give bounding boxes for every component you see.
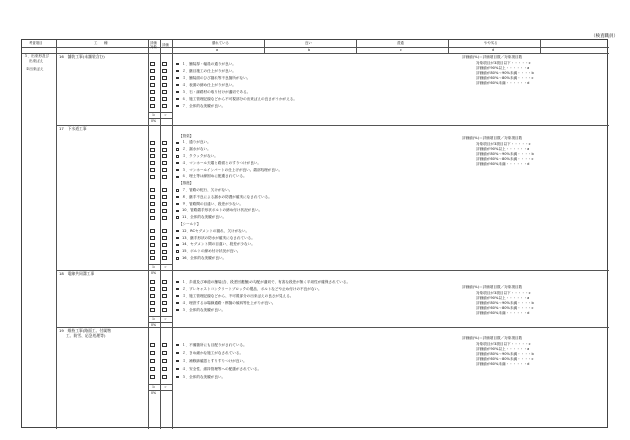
- hyoka-checkbox[interactable]: [162, 141, 167, 145]
- evaluation-item: ３．クラックがない。: [182, 153, 218, 158]
- summary-percent: 0%: [151, 322, 157, 327]
- item-checkbox[interactable]: [176, 244, 179, 247]
- hyoka-checkbox[interactable]: [162, 229, 167, 233]
- section-number: 19: [59, 328, 64, 333]
- evaluation-item: ５．全体的な美観が良い。: [182, 307, 226, 312]
- taisho-checkbox[interactable]: [150, 308, 155, 312]
- col-line: [148, 40, 149, 429]
- section-divider: [56, 125, 609, 126]
- taisho-checkbox[interactable]: [150, 301, 155, 305]
- item-checkbox[interactable]: [176, 309, 179, 312]
- col-line: [160, 40, 161, 429]
- hyoka-checkbox[interactable]: [162, 216, 167, 220]
- taisho-checkbox[interactable]: [150, 83, 155, 87]
- score-formula: 評価値(%)＝評価項目数／対象項目数: [462, 136, 523, 140]
- score-rule: 評価値が60%～80%未満・・・・c: [476, 306, 534, 311]
- inspector-label: （検査職員）: [591, 34, 618, 39]
- level-a-mark: a: [216, 47, 219, 52]
- item-checkbox[interactable]: [176, 105, 179, 108]
- item-checkbox[interactable]: [176, 210, 179, 213]
- score-rule: 評価値が80%～90%未満・・・・b: [476, 151, 534, 156]
- hyoka-checkbox[interactable]: [162, 175, 167, 179]
- item-checkbox[interactable]: [176, 295, 179, 298]
- hyoka-checkbox[interactable]: [162, 308, 167, 312]
- evaluation-item: ２．漏水がない。: [182, 147, 211, 152]
- section-number: 18: [59, 271, 64, 276]
- evaluation-item: 11．全体的な美観が良い。: [182, 215, 227, 220]
- col-line: [356, 40, 357, 53]
- group-heading: 【管渠】: [179, 133, 194, 138]
- item-checkbox[interactable]: [176, 360, 179, 363]
- col-hyoka: 評価: [162, 43, 169, 47]
- taisho-checkbox[interactable]: [150, 367, 155, 371]
- taisho-checkbox[interactable]: [150, 175, 155, 179]
- section-title: [59, 55, 105, 59]
- score-rule: 評価値が60%未満・・・・・・d: [476, 362, 530, 367]
- evaluation-item: ３．舗装面のひび割れ等不良箇所がない。: [182, 75, 251, 80]
- evaluation-item: ２．プレキャストコンクリートブロックの製品、ボルトなどや止め付けの不良がない。: [182, 286, 322, 291]
- col-koumoku: 考査項目: [29, 41, 43, 45]
- col-shubetsu: 工 種: [94, 41, 108, 45]
- item-checkbox[interactable]: [176, 91, 179, 94]
- item-checkbox[interactable]: [176, 302, 179, 305]
- hyoka-checkbox[interactable]: [162, 97, 167, 101]
- evaluation-item: ４．マンホール天端と路面とのすりつけが良い。: [182, 160, 261, 165]
- col-line: [56, 40, 57, 429]
- score-formula: 評価値(%)＝評価項目数／対象項目数: [462, 336, 523, 340]
- item-checkbox[interactable]: [176, 162, 179, 165]
- item-checkbox[interactable]: [176, 148, 179, 151]
- hyoka-checkbox[interactable]: [162, 250, 167, 254]
- summary-c: ｃ: [164, 384, 168, 389]
- section-divider: [56, 327, 609, 328]
- level-b-label: 良い: [305, 41, 312, 45]
- header-divider: [22, 47, 609, 48]
- hyoka-checkbox[interactable]: [162, 301, 167, 305]
- evaluation-item: 15．ボルトの締め付け状況が良い。: [182, 249, 241, 254]
- left-item: ②出来ばえ: [26, 67, 44, 71]
- taisho-checkbox[interactable]: [150, 69, 155, 73]
- level-c-mark: c: [400, 47, 402, 52]
- taisho-checkbox[interactable]: [150, 188, 155, 192]
- taisho-checkbox[interactable]: [150, 97, 155, 101]
- hyoka-checkbox[interactable]: [162, 287, 167, 291]
- item-checkbox[interactable]: [176, 237, 179, 240]
- item-checkbox[interactable]: [176, 216, 179, 219]
- col-line: [172, 40, 173, 429]
- taisho-checkbox[interactable]: [150, 141, 155, 145]
- evaluation-item: ６．施工管理記録などから不可視部分の出来ばえの良さがうかがえる。: [182, 96, 297, 101]
- hyoka-checkbox[interactable]: [162, 294, 167, 298]
- taisho-checkbox[interactable]: [150, 294, 155, 298]
- score-rule: 評価値が80%～90%未満・・・・b: [476, 300, 534, 305]
- taisho-checkbox[interactable]: [150, 209, 155, 213]
- hyoka-checkbox[interactable]: [162, 188, 167, 192]
- item-checkbox[interactable]: [176, 344, 179, 347]
- score-rule: 評価値が80%～90%未満・・・・b: [476, 351, 534, 356]
- item-checkbox[interactable]: [176, 176, 179, 179]
- evaluation-item: ３．施工管理記録などから、不可視部分の出来ばえの良さが見える。: [182, 293, 294, 298]
- hyoka-checkbox[interactable]: [162, 375, 167, 379]
- score-rule: 評価値が90%以上・・・・・・a: [476, 295, 530, 300]
- summary-percent: 0%: [151, 118, 157, 123]
- section-title-line2: 工、防雪、応急処理等): [66, 333, 106, 338]
- item-checkbox[interactable]: [176, 196, 179, 199]
- taisho-checkbox[interactable]: [150, 280, 155, 284]
- evaluation-item: 14．セグメント間の目違い、段差が少ない。: [182, 242, 255, 247]
- taisho-checkbox[interactable]: [150, 202, 155, 206]
- section-name: 下水道工事: [67, 126, 87, 131]
- hyoka-checkbox[interactable]: [162, 351, 167, 355]
- score-rule: 評価値が90%以上・・・・・・a: [476, 346, 530, 351]
- summary-c: ｃ: [164, 316, 168, 321]
- item-checkbox[interactable]: [176, 77, 179, 80]
- left-item: ５．出来形及び: [24, 54, 50, 58]
- col-line: [264, 40, 265, 53]
- col-line: [540, 40, 541, 53]
- taisho-checkbox[interactable]: [150, 250, 155, 254]
- summary-b: ｂ: [152, 384, 156, 389]
- summary-b: ｂ: [152, 264, 156, 269]
- hyoka-checkbox[interactable]: [162, 343, 167, 347]
- score-rule: 対象項目が3項目以下・・・・・c: [476, 60, 531, 65]
- hyoka-checkbox[interactable]: [162, 243, 167, 247]
- taisho-checkbox[interactable]: [150, 216, 155, 220]
- taisho-checkbox[interactable]: [150, 256, 155, 260]
- taisho-checkbox[interactable]: [150, 287, 155, 291]
- score-rule: 評価値が90%以上・・・・・・a: [476, 146, 530, 151]
- evaluation-item: ３．補修跡確認とすりすりつけが良い。: [182, 358, 247, 363]
- score-rule: 評価値が80%～90%未満・・・・b: [476, 70, 534, 75]
- item-checkbox[interactable]: [176, 98, 179, 101]
- evaluation-item: ４．埋設するは場線通路・桝箇の傾斜等仕上がりが良い。: [182, 300, 276, 305]
- level-a-label: 優れている: [212, 41, 229, 45]
- evaluation-item: ２．きめ細かな施工がなされている。: [182, 350, 244, 355]
- hyoka-checkbox[interactable]: [162, 256, 167, 260]
- col-line: [448, 40, 449, 53]
- score-rule: 評価値が60%～80%未満・・・・c: [476, 357, 534, 362]
- hyoka-checkbox[interactable]: [162, 83, 167, 87]
- col-hyoka-taisho: 評価 対象: [150, 41, 157, 49]
- evaluation-item: ４．表面の締め仕上がりが良い。: [182, 82, 236, 87]
- taisho-checkbox[interactable]: [150, 76, 155, 80]
- score-rule: 評価値が60%～80%未満・・・・c: [476, 157, 534, 162]
- score-formula: 評価値(%)＝評価項目数／対象項目数: [462, 55, 523, 59]
- hyoka-checkbox[interactable]: [162, 367, 167, 371]
- score-rule: 対象項目が3項目以下・・・・・c: [476, 290, 531, 295]
- taisho-checkbox[interactable]: [150, 154, 155, 158]
- section-name: 維持工事(路面工、付属物: [67, 328, 111, 333]
- section-number: 17: [59, 126, 64, 131]
- hyoka-checkbox[interactable]: [162, 359, 167, 363]
- left-item: 出来ばえ: [29, 59, 44, 63]
- summary-c: ｃ: [164, 264, 168, 269]
- evaluation-item: 13．継手形状の防水が確実になされている。: [182, 235, 255, 240]
- item-checkbox[interactable]: [176, 70, 179, 73]
- taisho-checkbox[interactable]: [150, 90, 155, 94]
- score-formula: 評価値(%)＝評価項目数／対象項目数: [462, 285, 523, 289]
- hyoka-checkbox[interactable]: [162, 104, 167, 108]
- hyoka-checkbox[interactable]: [162, 148, 167, 152]
- item-checkbox[interactable]: [176, 368, 179, 371]
- evaluation-item: ７．管路の蛇行、欠けがない。: [182, 187, 233, 192]
- level-c-label: 普通: [397, 41, 404, 45]
- item-checkbox[interactable]: [176, 142, 179, 145]
- hyoka-checkbox[interactable]: [162, 76, 167, 80]
- section-name: 舗装工事(未舗装含む): [67, 54, 105, 59]
- hyoka-checkbox[interactable]: [162, 161, 167, 165]
- score-rule: 評価値が90%以上・・・・・・a: [476, 65, 530, 70]
- summary-percent: 0%: [151, 390, 157, 395]
- evaluation-item: ５．石・副路材の取り付けが適切である。: [182, 89, 251, 94]
- item-checkbox[interactable]: [176, 288, 179, 291]
- evaluation-item: ６．埋土等は締固めに配慮されている。: [182, 174, 247, 179]
- taisho-checkbox[interactable]: [150, 375, 155, 379]
- hyoka-checkbox[interactable]: [162, 195, 167, 199]
- taisho-checkbox[interactable]: [150, 62, 155, 66]
- score-rule: 対象項目が3項目以下・・・・・c: [476, 141, 531, 146]
- score-rule: 評価値が60%～80%未満・・・・c: [476, 76, 534, 81]
- item-checkbox[interactable]: [176, 155, 179, 158]
- section-title: [59, 127, 87, 131]
- evaluation-item: 16．全体的な美観が良い。: [182, 255, 227, 260]
- evaluation-item: ９．管路間の目違い、段差が少ない。: [182, 201, 244, 206]
- section-name: 電線共同溝工事: [67, 271, 95, 276]
- item-checkbox[interactable]: [176, 250, 179, 253]
- item-checkbox[interactable]: [176, 203, 179, 206]
- taisho-checkbox[interactable]: [150, 243, 155, 247]
- summary-b: ｂ: [152, 316, 156, 321]
- level-d-label: やや劣る: [484, 41, 498, 45]
- score-rule: 評価値が60%未満・・・・・・d: [476, 81, 530, 86]
- hyoka-checkbox[interactable]: [162, 202, 167, 206]
- hyoka-checkbox[interactable]: [162, 69, 167, 73]
- item-checkbox[interactable]: [176, 63, 179, 66]
- hyoka-checkbox[interactable]: [162, 280, 167, 284]
- evaluation-item: ５．全体的な美観が良い。: [182, 374, 226, 379]
- evaluation-item: ８．継手不良による漏水の防護が確実になされている。: [182, 194, 272, 199]
- item-checkbox[interactable]: [176, 230, 179, 233]
- taisho-checkbox[interactable]: [150, 161, 155, 165]
- item-checkbox[interactable]: [176, 257, 179, 260]
- evaluation-item: ４．安全性、維持管理等への配慮がされている。: [182, 366, 262, 371]
- hyoka-checkbox[interactable]: [162, 236, 167, 240]
- summary-percent: 0%: [151, 270, 157, 275]
- taisho-checkbox[interactable]: [150, 236, 155, 240]
- taisho-checkbox[interactable]: [150, 229, 155, 233]
- group-heading: 【推進】: [179, 181, 194, 186]
- taisho-checkbox[interactable]: [150, 148, 155, 152]
- taisho-checkbox[interactable]: [150, 359, 155, 363]
- item-checkbox[interactable]: [176, 376, 179, 379]
- evaluation-item: １．通りが良い。: [182, 140, 211, 145]
- score-rule: 評価値が60%未満・・・・・・d: [476, 162, 530, 167]
- evaluation-sheet: [21, 39, 608, 428]
- hyoka-checkbox[interactable]: [162, 209, 167, 213]
- evaluation-item: ５．マンホールインバートの仕上げが良い。端部処理が良い。: [182, 167, 283, 172]
- taisho-checkbox[interactable]: [150, 195, 155, 199]
- evaluation-item: １．歩道及び車道の舗装(含、段差回避舗)の勾配が適切で、有害な段差が無く平坦性が確保されている。: [182, 279, 351, 284]
- evaluation-item: 12．RCセグメントの割れ、欠けがない。: [182, 228, 250, 233]
- item-checkbox[interactable]: [176, 352, 179, 355]
- evaluation-item: 10．管路端手形状ボルトの締め付け状況が良い。: [182, 208, 263, 213]
- score-rule: 評価値が60%未満・・・・・・d: [476, 311, 530, 316]
- item-checkbox[interactable]: [176, 189, 179, 192]
- section-title: [59, 272, 94, 276]
- taisho-checkbox[interactable]: [150, 351, 155, 355]
- score-rule: 対象項目が3項目以下・・・・・c: [476, 341, 531, 346]
- evaluation-item: １．不備箇所にも目配りがされている。: [182, 342, 247, 347]
- header-bottom: [22, 53, 609, 54]
- taisho-checkbox[interactable]: [150, 168, 155, 172]
- hyoka-checkbox[interactable]: [162, 62, 167, 66]
- summary-c: ｃ: [164, 112, 168, 117]
- hyoka-checkbox[interactable]: [162, 154, 167, 158]
- evaluation-item: ２．継目施工の仕上がりが良い。: [182, 68, 236, 73]
- hyoka-checkbox[interactable]: [162, 168, 167, 172]
- taisho-checkbox[interactable]: [150, 104, 155, 108]
- item-checkbox[interactable]: [176, 281, 179, 284]
- level-d-mark: d: [492, 47, 495, 52]
- taisho-checkbox[interactable]: [150, 343, 155, 347]
- hyoka-checkbox[interactable]: [162, 90, 167, 94]
- section-number: 16: [59, 54, 64, 59]
- evaluation-item: ７．全体的な美観が良い。: [182, 103, 226, 108]
- item-checkbox[interactable]: [176, 169, 179, 172]
- summary-b: ｂ: [152, 112, 156, 117]
- level-b-mark: b: [308, 47, 311, 52]
- section-divider: [56, 270, 609, 271]
- evaluation-item: １．舗装厚・幅員の通りが良い。: [182, 61, 236, 66]
- group-heading: 【シールド】: [179, 221, 201, 226]
- item-checkbox[interactable]: [176, 84, 179, 87]
